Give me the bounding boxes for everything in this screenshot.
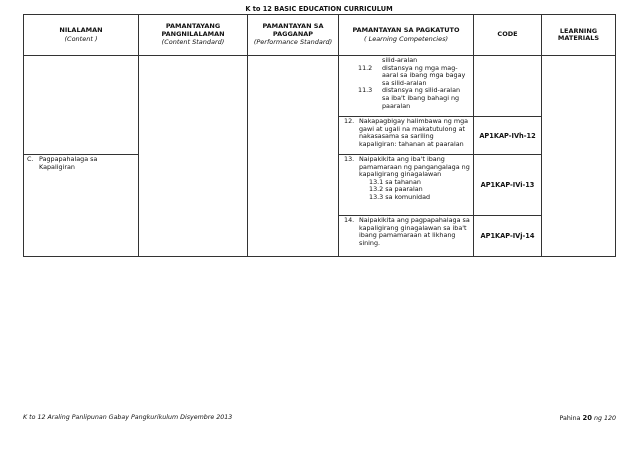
competency-num-12: 12.: [344, 117, 355, 125]
header-pangnilalaman: PAMANTAYANG PANGNILALAMAN (Content Standard): [139, 15, 248, 56]
competency-text-12: Nakapagbigay halimbawa ng mga gawi at ugali na makatutulong at nakasasama sa sariling kapaligiran: tahanan at paaralan: [359, 117, 469, 148]
page-current: 20: [582, 414, 592, 422]
curriculum-table: [23, 14, 616, 257]
sub-text-11-2: distansya ng mga mag-: [382, 63, 458, 72]
competency-11-cont: silid-aralan: [382, 56, 418, 64]
header-pagganap: PAMANTAYAN SA PAGGANAP (Performance Standard): [248, 15, 339, 56]
performance-standard-cell: [248, 56, 339, 257]
competency-text-13: Naipakikita ang iba't ibang pamamaraan ng pangangalaga ng kapaligirang ginagalawan: [359, 155, 470, 179]
code-cell-12: AP1KAP-IVh-12: [474, 117, 542, 155]
sub-text-11-3: distansya ng silid-aralan: [382, 86, 461, 95]
sub-item-13-2: 13.2 sa paaralan: [369, 185, 423, 194]
sub-num-11-2: 11.2: [358, 63, 373, 72]
footer-page-number: [559, 414, 616, 422]
header-nilalaman: NILALAMAN (Content ): [24, 15, 139, 56]
competency-cell-14: [339, 216, 474, 257]
footer-document-title: K to 12 Araling Panlipunan Gabay Pangkurikulum Disyembre 2013: [23, 414, 233, 421]
competency-text-14: Naipakikita ang pagpapahalaga sa kapaligirang ginagalawan sa iba't ibang pamamaraan at likhang sining.: [359, 216, 470, 247]
content-cell-c: [24, 155, 139, 257]
competency-cell-11: [339, 56, 474, 117]
materials-cell: [542, 56, 616, 257]
table-header-row: [24, 15, 616, 56]
header-pagkatuto: PAMANTAYAN SA PAGKATUTO ( Learning Competencies): [339, 15, 474, 56]
sub-text-11-2-cont-b: sa silid-aralan: [382, 78, 427, 87]
content-letter: C.: [27, 155, 34, 163]
sub-item-13-1: 13.1 sa tahanan: [369, 177, 421, 186]
header-materials: LEARNING MATERIALS: [542, 15, 616, 56]
competency-cell-13: [339, 155, 474, 216]
header-pangnilalaman-sub: (Content Standard): [161, 38, 225, 47]
content-text: Pagpapahalaga sa Kapaligiran: [39, 155, 98, 171]
page-total: 120: [603, 415, 616, 422]
page-of: ng: [593, 415, 602, 422]
sub-text-11-2-cont-a: aaral sa ibang mga bagay: [382, 71, 466, 80]
code-cell-14: AP1KAP-IVj-14: [474, 216, 542, 257]
competency-cell-12: [339, 117, 474, 155]
competency-num-14: 14.: [344, 216, 355, 224]
code-cell-13: AP1KAP-IVi-13: [474, 155, 542, 216]
document-title: K to 12 BASIC EDUCATION CURRICULUM: [245, 5, 393, 13]
sub-text-11-3-cont-a: sa iba't ibang bahagi ng: [382, 93, 460, 102]
page-label: Pahina: [559, 415, 581, 422]
code-cell-11: [474, 56, 542, 117]
header-code: CODE: [474, 15, 542, 56]
table-row: [24, 56, 616, 117]
content-cell-empty: [24, 56, 139, 155]
header-pagganap-sub: (Performance Standard): [253, 38, 333, 47]
sub-item-13-3: 13.3 sa komunidad: [369, 192, 431, 201]
competency-num-13: 13.: [344, 155, 355, 163]
sub-text-11-3-cont-b: paaralan: [382, 101, 411, 110]
content-standard-cell: [139, 56, 248, 257]
sub-num-11-3: 11.3: [358, 86, 373, 95]
header-pagkatuto-sub: ( Learning Competencies): [363, 34, 449, 43]
header-nilalaman-sub: (Content ): [64, 34, 98, 43]
